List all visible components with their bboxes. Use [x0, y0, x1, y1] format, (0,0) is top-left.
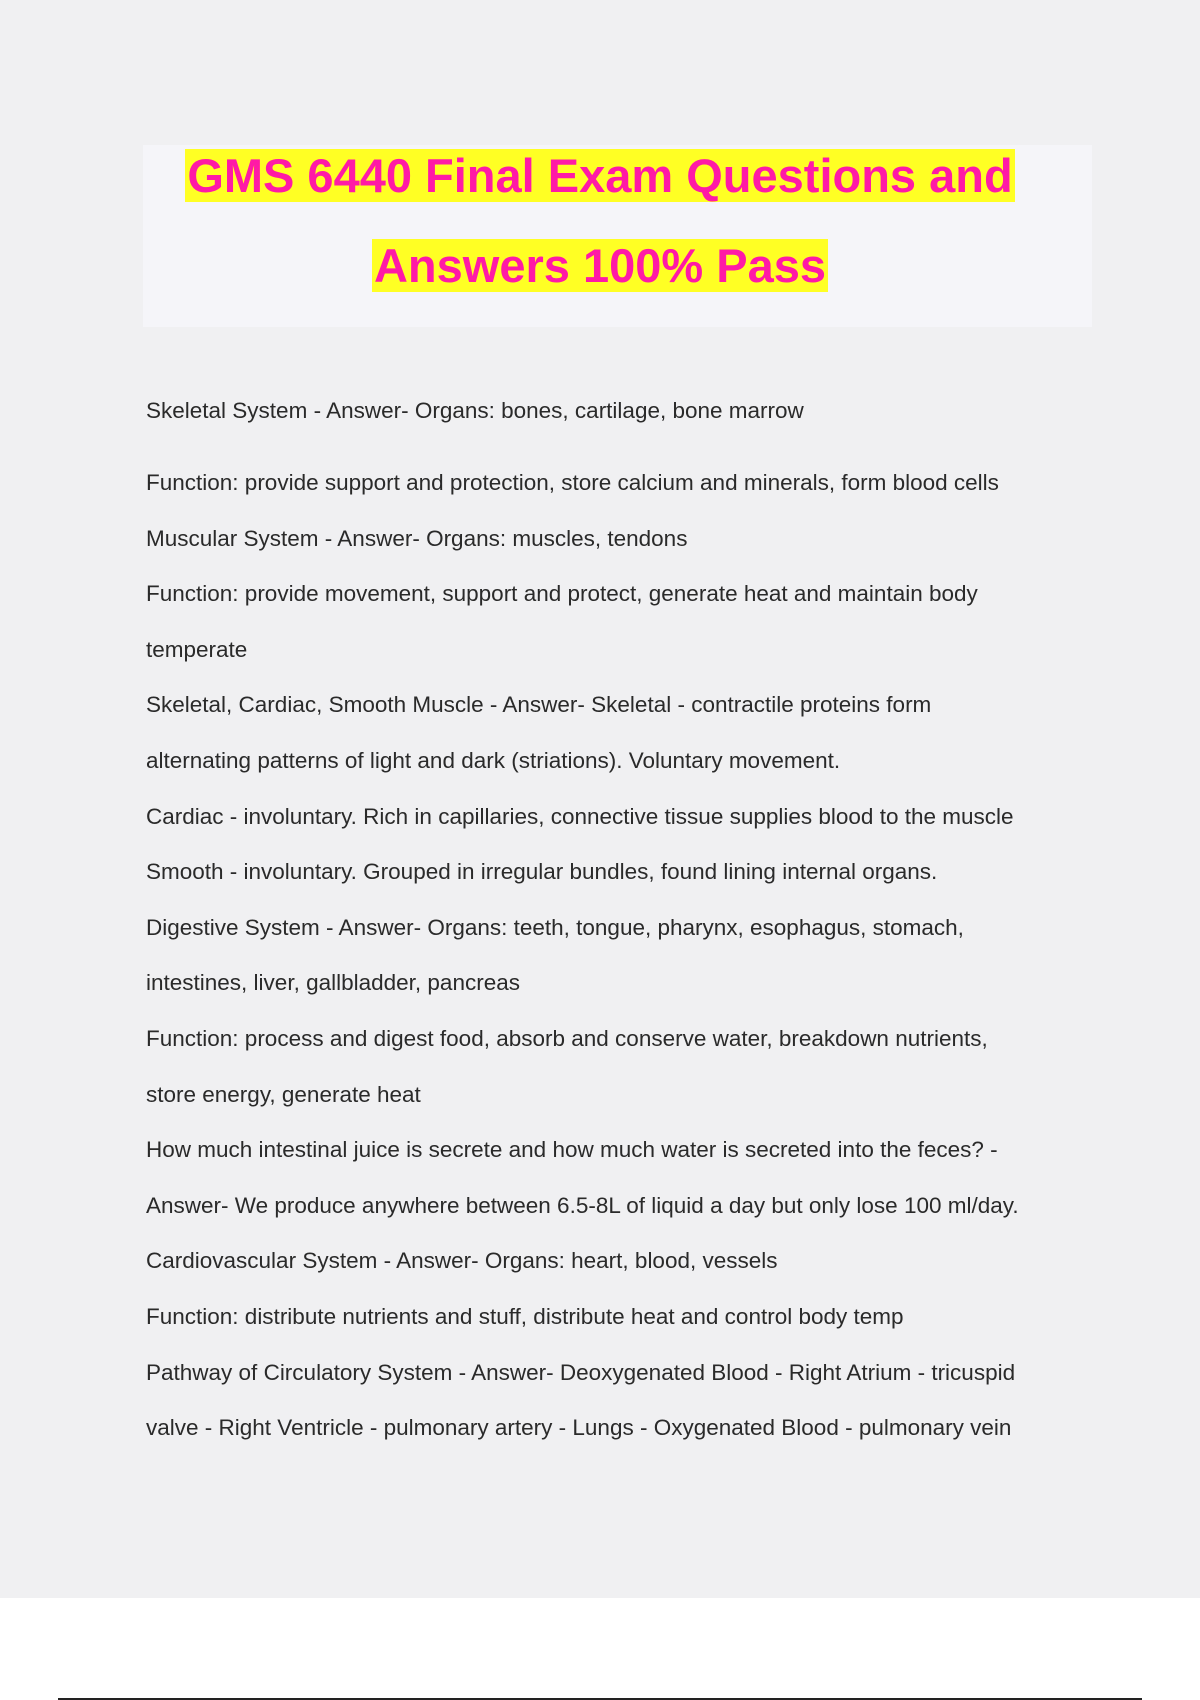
- body-line: Cardiovascular System - Answer- Organs: heart, blood, vessels: [146, 1248, 778, 1273]
- body-line: Function: process and digest food, absorb and conserve water, breakdown nutrients,: [146, 1026, 988, 1051]
- body-line: Cardiac - involuntary. Rich in capillaries, connective tissue supplies blood to the muscle: [146, 804, 1014, 829]
- body-line: Digestive System - Answer- Organs: teeth, tongue, pharynx, esophagus, stomach,: [146, 915, 964, 940]
- title-highlight-2: Answers 100% Pass: [373, 239, 826, 292]
- title-highlight-1: GMS 6440 Final Exam Questions and: [187, 149, 1013, 202]
- body-line: Answer- We produce anywhere between 6.5-8L of liquid a day but only lose 100 ml/day.: [146, 1193, 1019, 1218]
- body-line: Muscular System - Answer- Organs: muscles, tendons: [146, 526, 688, 551]
- body-line: Skeletal System - Answer- Organs: bones, cartilage, bone marrow: [146, 398, 804, 423]
- body-line: Function: distribute nutrients and stuff, distribute heat and control body temp: [146, 1304, 904, 1329]
- body-line: valve - Right Ventricle - pulmonary artery - Lungs - Oxygenated Blood - pulmonary vein: [146, 1415, 1012, 1440]
- body-line: Function: provide movement, support and protect, generate heat and maintain body: [146, 581, 978, 606]
- body-line: How much intestinal juice is secrete and how much water is secreted into the feces? -: [146, 1137, 998, 1162]
- body-line: Function: provide support and protection, store calcium and minerals, form blood cells: [146, 470, 999, 495]
- document-title-line-1: [0, 146, 1200, 206]
- body-line: temperate: [146, 637, 248, 662]
- body-line: Skeletal, Cardiac, Smooth Muscle - Answer- Skeletal - contractile proteins form: [146, 692, 932, 717]
- body-line: intestines, liver, gallbladder, pancreas: [146, 970, 520, 995]
- body-line: store energy, generate heat: [146, 1082, 421, 1107]
- body-line: Pathway of Circulatory System - Answer- Deoxygenated Blood - Right Atrium - tricuspid: [146, 1360, 1016, 1385]
- body-line: Smooth - involuntary. Grouped in irregular bundles, found lining internal organs.: [146, 859, 938, 884]
- document-title-line-2: [0, 236, 1200, 296]
- body-line: alternating patterns of light and dark (striations). Voluntary movement.: [146, 748, 841, 773]
